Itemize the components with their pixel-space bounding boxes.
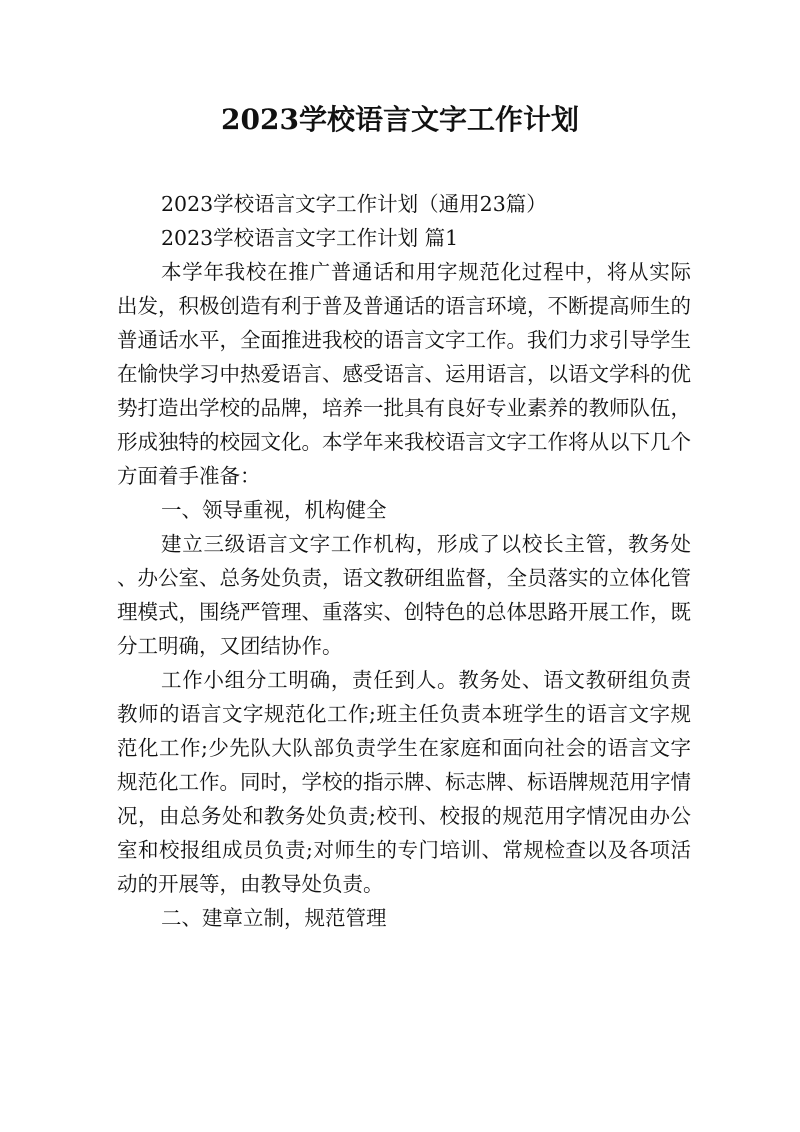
document-subtitle: 2023学校语言文字工作计划（通用23篇） (161, 192, 547, 216)
heading-rules: 二、建章立制，规范管理 (161, 906, 387, 930)
document-title: 2023学校语言文字工作计划 (221, 103, 579, 136)
intro-paragraph: 本学年我校在推广普通话和用字规范化过程中，将从实际出发，积极创造有利于普及普通话的语言环境，不断提高师生的普通话水平，全面推进我校的语言文字工作。我们力求引导学生在愉快学习中热爱语言、感受语言、运用语言，以语文学科的优势打造出学校的品牌，培养一批具有良好专业素养的教师队伍，形成独特的校园文化。本学年来我校语言文字工作将从以下几个方面着手准备： (117, 260, 691, 488)
paragraph-responsibilities: 工作小组分工明确，责任到人。教务处、语文教研组负责教师的语言文字规范化工作;班主任负责本班学生的语言文字规范化工作;少先队大队部负责学生在家庭和面向社会的语言文字规范化工作。同时，学校的指示牌、标志牌、标语牌规范用字情况，由总务处和教务处负责;校刊、校报的规范用字情况由办公室和校报组成员负责;对师生的专门培训、常规检查以及各项活动的开展等，由教导处负责。 (117, 668, 691, 896)
paragraph-organization: 建立三级语言文字工作机构，形成了以校长主管，教务处、办公室、总务处负责，语文教研组监督，全员落实的立体化管理模式，围绕严管理、重落实、创特色的总体思路开展工作，既分工明确，又团结协作。 (117, 532, 691, 658)
document-body (117, 187, 691, 935)
heading-leadership: 一、领导重视，机构健全 (161, 498, 387, 522)
section-title-part-1: 2023学校语言文字工作计划 篇1 (161, 226, 459, 250)
